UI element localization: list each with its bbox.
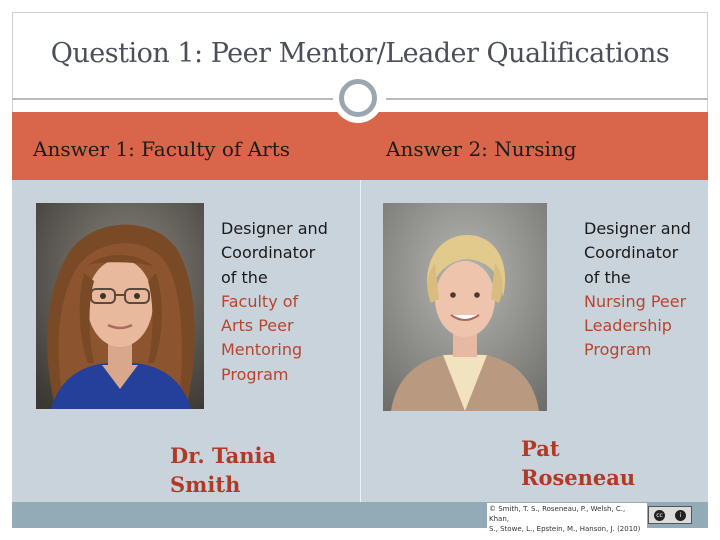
answer-1-description	[221, 217, 351, 387]
answer-2-heading: Answer 2: Nursing	[386, 137, 577, 161]
portrait-illustration-left	[36, 203, 204, 409]
credit-line: © Smith, T. S., Roseneau, P., Welsh, C., Khan,	[489, 505, 626, 523]
cc-icon: cc	[654, 510, 665, 521]
pat-roseneau-photo	[383, 203, 547, 411]
desc-line-highlight: Leadership	[584, 316, 672, 336]
credit-line: S., Stowe, L., Epstein, M., Hanson, J. (2010)	[489, 525, 641, 533]
answer-2-description	[584, 217, 709, 363]
desc-line: Coordinator	[584, 243, 679, 263]
name-line: Pat	[521, 436, 560, 461]
desc-line-highlight: Nursing Peer	[584, 291, 687, 311]
column-divider	[360, 180, 361, 502]
desc-line-highlight: Arts Peer	[221, 316, 294, 336]
answer-1-heading: Answer 1: Faculty of Arts	[33, 137, 291, 161]
title-rule-left	[12, 98, 334, 100]
desc-line: Designer and	[221, 219, 328, 238]
desc-line-highlight: Faculty of	[221, 291, 299, 311]
name-line: Dr. Tania	[170, 443, 277, 468]
desc-line-highlight: Program	[221, 364, 289, 384]
tania-smith-photo	[36, 203, 204, 409]
desc-line-highlight: Program	[584, 340, 652, 360]
slide-title: Question 1: Peer Mentor/Leader Qualifications	[50, 38, 670, 69]
name-line: Smith	[170, 472, 241, 497]
portrait-illustration-right	[383, 203, 547, 411]
tania-smith-name	[170, 441, 276, 499]
ornament-circle-icon	[339, 79, 377, 117]
desc-line-highlight: Mentoring	[221, 340, 303, 360]
attribution-icon: i	[675, 510, 686, 521]
creative-commons-license-icon	[648, 506, 692, 524]
desc-line: Coordinator	[221, 243, 316, 263]
desc-line: of the	[221, 267, 268, 287]
pat-roseneau-name	[521, 434, 635, 492]
name-line: Roseneau	[521, 465, 636, 490]
title-rule-right	[386, 98, 708, 100]
copyright-credit	[487, 503, 647, 535]
desc-line: of the	[584, 267, 631, 287]
desc-line: Designer and	[584, 219, 691, 238]
